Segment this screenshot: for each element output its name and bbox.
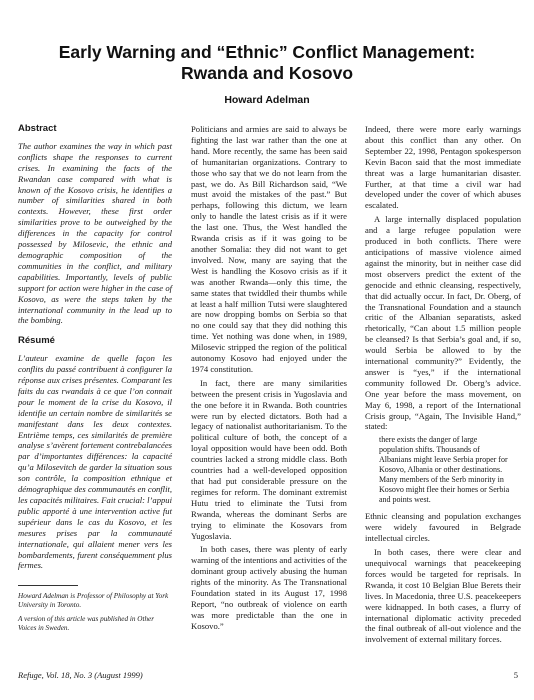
footnote-divider [18,585,78,586]
body-paragraph: In both cases, there was plenty of early warning of the intentions and activities of the dominant group actively abusing the human rights of the minority. As The Transnational Foundation stated in its August 17, 1998 Report, “no outbreak of violence on earth was more predictable than the one in Kosovo.” [191,544,347,631]
left-column [18,124,172,638]
body-paragraph: Indeed, there were more early warnings about this conflict than any other. On September 22, 1998, Pentagon spokesperson Kevin Bacon said that the most immediate threat was a large humanitarian disaster. Further, at that time a civil war had developed under the cover of which abuses escalated. [365,124,521,211]
footnote-version: A version of this article was published in Other Voices in Sweden. [18,615,155,633]
right-column [365,124,521,648]
middle-column [191,124,347,635]
abstract-text: The author examines the way in which past conflicts shape the responses to current crises. In examining the facts of the Rwandan case compared with what is known of the Kosovo crisis, he identifies a number of similarities shared in both contexts. However, these first order similarities prove to be outweighed by the differences in the capacity for control possessed by Milosevic, the ethnic and demographic composition of the communities in the conflict, and military capabilities. Importantly, levels of public support for action were higher in the case of Kosovo, as were the steps taken by the international community in the lead up to the bombing. [18,140,172,326]
article-title: Early Warning and “Ethnic” Conflict Management: Rwanda and Kosovo [58,42,476,83]
footnote-author: Howard Adelman is Professor of Philosophy at York University in Toronto. [18,592,169,610]
body-paragraph: Politicians and armies are said to always be fighting the last war rather than the one at hand. More recently, the same has been said of humanitarian organizations. Contrary to those who say that we do not learn from the past, we do. As Bill Richardson said, “We must avoid the mistakes of the past.” But perhaps, following this dictum, we learn only to handle the latest crisis as if it were the last one. Thus, the West handled the Rwanda crisis as if it was going to be another Somalia: they did not want to get involved. Now, many are saying that the West is handling the Kosovo crisis as if it was another Rwanda—only this time, the same states that twiddled their thumbs while at least a half million Tutsi were slaughtered are now dropping bombs on Serbia so that no one could say that they did nothing this time. Yet nothing was done when, in 1989, Milosevic stripped the region of the political autonomy Kosovo had enjoyed under the 1974 constitution. [191,124,347,374]
resume-heading: Résumé [18,335,55,347]
block-quote: there exists the danger of large population shifts. Thousands of Albanians might leave Serbia proper for Kosovo, Albania or other destinations. Many members of the Serb minority in Kosovo might flee their homes or Serbia and points west. [379,435,510,505]
page-number: 5 [513,670,518,680]
resume-text: L’auteur examine de quelle façon les conflits du passé contribuent à configurer la réponse aux crises présentes. Comparant les faits du cas rwandais à ce que l’on connait pour le moment de la crise du Kosovo, il identifie un certain nombre de similarités se manifestant dans les deux contextes. Entrième temps, ces similarités de première analyse s’avèrent fortement contrebalancées par d’importantes différences: la capacité qu’a Milosevitch de garder la situation sous son contrôle, la composition ethnique et démographique des communautés en conflit, les capacités militaires. Fait crucial: l’appui public apporté à une intervention active fut supérieur dans le cas du Kosovo, et les mesures prises par la communauté internationale, qui allaient mener vers les bombardements, furent conséquemment plus fermes. [18,353,172,571]
article-author: Howard Adelman [224,94,310,106]
body-paragraph: In fact, there are many similarities between the present crisis in Yugoslavia and the one before it in Rwanda. Both countries were run by elected dictators. Both had a legacy of nationalist authoritarianism. To the political culture of both, the concept of a loyal opposition would have been odd. Both countries lacked a strong middle class. Both countries had a well-developed opposition that had put considerable pressure on the regimes for reform. The dominant extremist Hutu tried to eliminate the Tutsi from Rwanda, whereas the dominant Serbs are trying to eliminate the Kosovars from Yugoslavia. [191,377,347,541]
body-paragraph: A large internally displaced population and a large refugee population were produced in both conflicts. There were anticipations of massive violence aimed against the minority, but in neither case did most observers predict the extent of the genocide and ethnic cleansing, respectively, that did actually occur. In fact, Dr. Oberg, of the Transnational Foundation and a staunch critic of the Albanian separatists, asked rhetorically, “Can about 1.5 million people be cleansed? Is that Serbia’s goal and, if so, would Serbia be allowed to by the international community?” Evidently, the answer is “yes,” if the international community followed Dr. Oberg’s advice. One year before the mass movement, on May 6, 1998, a report of the International Crisis group, “Again, The Invisible Hand,” stated: [365,214,521,432]
journal-footer: Refuge, Vol. 18, No. 3 (August 1999) [18,670,143,680]
abstract-heading: Abstract [18,123,57,134]
body-paragraph: In both cases, there were clear and unequivocal warnings that peacekeeping forces would be targeted for reprisals. In Rwanda, it cost 10 Belgian Blue Berets their lives. In Macedonia, three U.S. peacekeepers were kidnapped. In both cases, a flurry of international diplomatic activity preceded the final outbreak of all-out violence and the involvement of external military forces. [365,547,521,645]
body-paragraph: Ethnic cleansing and population exchanges were widely favoured in Belgrade intellectual circles. [365,511,521,544]
